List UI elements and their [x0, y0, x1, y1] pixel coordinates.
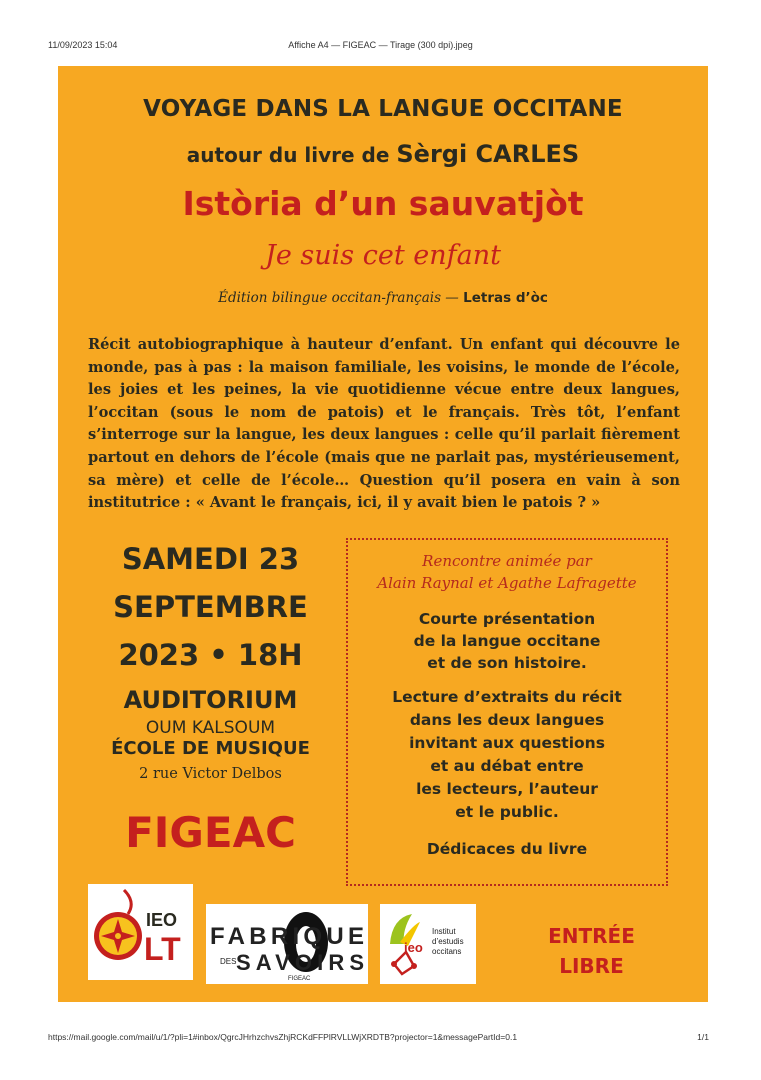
- publisher-name: Letras d’òc: [463, 290, 548, 306]
- print-header: [0, 40, 761, 54]
- program-item: Courte présentation: [418, 610, 596, 628]
- ieo-lt-text-2: LT: [144, 931, 181, 967]
- event-address: 2 rue Victor Delbos: [139, 766, 282, 782]
- program-intro-1: Rencontre animée par: [422, 552, 592, 570]
- book-subtitle: Je suis cet enfant: [265, 240, 501, 271]
- occitan-cross-icon: [88, 884, 193, 980]
- fabrique-des-savoirs-logo: [206, 904, 368, 984]
- edition-text: Édition bilingue occitan-français —: [218, 290, 464, 306]
- program-item: de la langue occitane: [413, 632, 601, 650]
- fabrique-text-4: FIGEAC: [288, 976, 311, 982]
- edition-line: [58, 290, 708, 306]
- program-item: Lecture d’extraits du récit: [392, 688, 622, 706]
- subheadline-prefix: autour du livre de: [186, 143, 397, 167]
- program-item: invitant aux questions: [409, 734, 605, 752]
- ieo-institut-logo: [380, 904, 476, 984]
- entry-free-line-1: ENTRÉE: [548, 924, 635, 948]
- event-date-line-1: SAMEDI 23: [121, 542, 300, 576]
- event-date-line-3: 2023 • 18H: [118, 638, 303, 672]
- poster: [58, 66, 708, 1002]
- program-box: [346, 538, 668, 886]
- ieo-institut-graphic: [380, 904, 476, 984]
- print-url: https://mail.google.com/mail/u/1/?pli=1#inbox/QgrcJHrhzchvsZhjRCKdFFPlRVLLWjXRDTB?projector=1&messagePartId=0.1: [48, 1032, 518, 1042]
- program-item: dans les deux langues: [409, 711, 605, 729]
- program-item: et au débat entre: [430, 757, 584, 775]
- print-page-count: 1/1: [697, 1032, 709, 1042]
- event-venue: AUDITORIUM: [123, 686, 298, 714]
- program-intro-2: Alain Raynal et Agathe Lafragette: [377, 574, 637, 592]
- program-item: Dédicaces du livre: [426, 840, 588, 858]
- ieo-institut-text-4: ieo: [404, 940, 423, 955]
- event-date-line-2: SEPTEMBRE: [113, 590, 308, 624]
- event-venue-name: OUM KALSOUM: [145, 718, 276, 738]
- book-description: Récit autobiographique à hauteur d’enfant. Un enfant qui découvre le monde, pas à pas : la maison familiale, les voisins, le monde de l’école, les joies et les peines, la vie quotidienne vécue entre deux langues, l’occitan (sous le nom de patois) et le français. Très tôt, l’enfant s’interroge sur la langue, les deux langues : celle qu’il parlait fièrement partout en dehors de l’école (mais que ne parlait pas, mystérieusement, sa mère) et celle de l’école… Question qu’il posera en vain à son institutrice : « Avant le français, ici, il y avait bien le patois ? »: [88, 336, 680, 512]
- ieo-lt-text-1: IEO: [146, 910, 178, 930]
- poster-headline: VOYAGE DANS LA LANGUE OCCITANE: [143, 96, 623, 122]
- program-item: et de son histoire.: [427, 654, 587, 672]
- ieo-institut-text-1: Institut: [432, 927, 456, 936]
- print-doc-title: Affiche A4 — FIGEAC — Tirage (300 dpi).jpeg: [288, 40, 473, 50]
- poster-subheadline: [58, 140, 708, 168]
- event-venue-school: ÉCOLE DE MUSIQUE: [111, 738, 310, 759]
- ieo-institut-text-3: occitans: [432, 947, 462, 956]
- fabrique-text-1: FABRIQUE: [210, 923, 364, 950]
- fabrique-text-2: DES: [220, 957, 237, 966]
- book-title: Istòria d’un sauvatjòt: [182, 184, 584, 223]
- program-item: les lecteurs, l’auteur: [416, 780, 598, 798]
- fabrique-text-3: SAVOIRS: [236, 950, 364, 975]
- author-name: Sèrgi CARLES: [396, 140, 580, 168]
- ieo-lt-logo: [88, 884, 193, 980]
- print-footer: [0, 1032, 761, 1046]
- print-date: 11/09/2023 15:04: [48, 40, 118, 50]
- event-city: FIGEAC: [125, 808, 296, 857]
- ieo-institut-text-2: d’estudis: [432, 937, 464, 946]
- entry-free-line-2: LIBRE: [559, 954, 624, 978]
- fabrique-logo-graphic: [206, 904, 368, 984]
- program-item: et le public.: [455, 803, 559, 821]
